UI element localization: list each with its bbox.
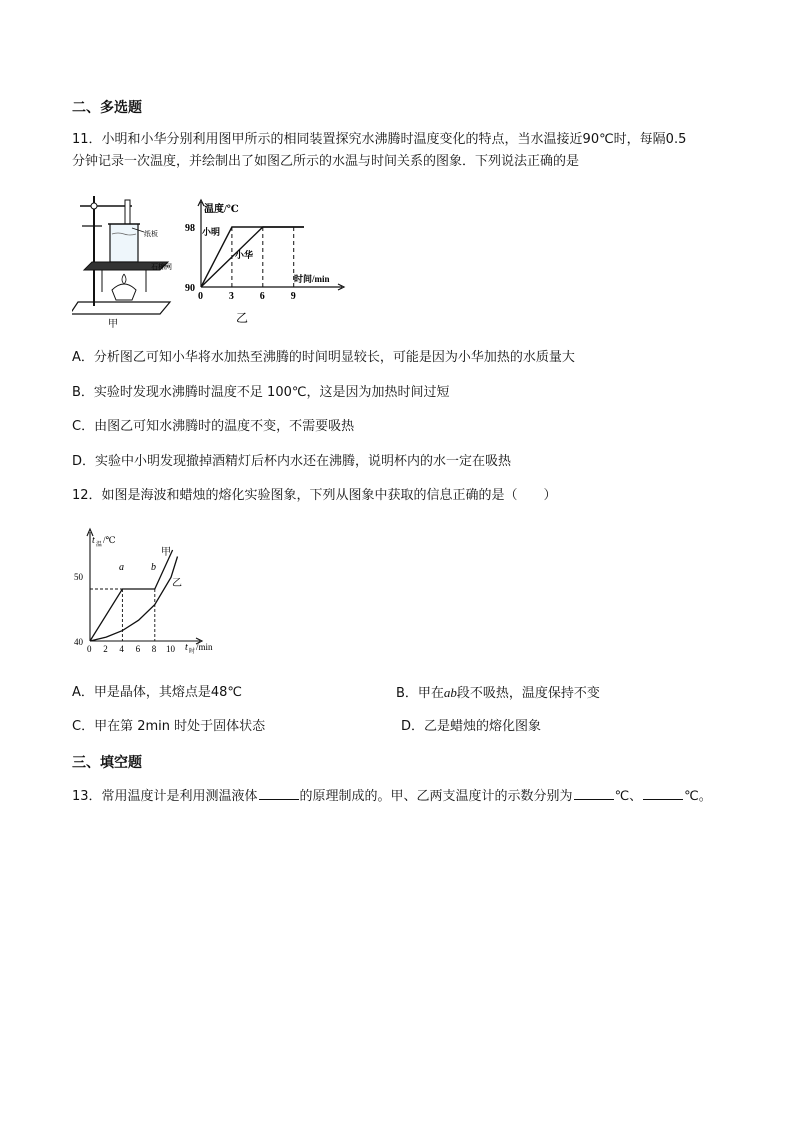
y-axis-label-t: t <box>92 535 95 546</box>
point-a-label: a <box>119 562 124 573</box>
apparatus-figure <box>72 190 184 330</box>
q12-stem: 12．如图是海波和蜡烛的熔化实验图象，下列从图象中获取的信息正确的是（ ） <box>72 488 557 503</box>
guide-lines <box>90 589 155 641</box>
beaker <box>110 224 138 262</box>
y-axis-label-unit: /℃ <box>103 535 116 545</box>
y-axis-label-sub: 温 <box>96 542 103 548</box>
q11-stem-line2: 分钟记录一次温度，并绘制出了如图乙所示的水温与时间关系的图象．下列说法正确的是 <box>72 154 580 169</box>
stand-base <box>72 302 170 314</box>
x-axis-label-sub: 时 <box>189 649 196 655</box>
q11-option-d: D．实验中小明发现撤掉酒精灯后杯内水还在沸腾，说明杯内的水一定在吸热 <box>72 454 512 469</box>
alcohol-lamp <box>112 284 136 300</box>
q11-stem-line1: 11．小明和小华分别利用图甲所示的相同装置探究水沸腾时温度变化的特点，当水温接近90℃时，每隔0.5 <box>72 132 687 147</box>
x-axis-label: 时间/min <box>294 274 330 284</box>
q13-text-pre: 13．常用温度计是利用测温液体 <box>72 789 258 804</box>
x-tick-label: 10 <box>166 644 175 654</box>
y-tick-label: 98 <box>185 223 195 234</box>
x-tick-label: 0 <box>198 291 203 302</box>
q13-unit-2: ℃。 <box>684 789 712 804</box>
x-tick-label: 3 <box>228 291 234 302</box>
q11-option-a: A．分析图乙可知小华将水加热至沸腾的时间明显较长，可能是因为小华加热的水质量大 <box>72 350 575 365</box>
x-axis-label-t: t <box>185 642 188 653</box>
answer-blank-3[interactable] <box>643 787 683 800</box>
x-tick-label: 6 <box>259 291 265 302</box>
x-tick-label: 4 <box>119 644 124 654</box>
boiling-graph <box>182 198 352 326</box>
q12-option-b-pre: B．甲在 <box>396 686 444 701</box>
q11-option-b: B．实验时发现水沸腾时温度不足 100℃，这是因为加热时间过短 <box>72 385 450 400</box>
x-tick-label: 6 <box>135 644 141 654</box>
figure-caption-yi: 乙 <box>236 311 249 325</box>
clamp-knob <box>91 203 97 209</box>
q11-option-c: C．由图乙可知水沸腾时的温度不变，不需要吸热 <box>72 419 355 434</box>
x-tick-label: 8 <box>151 644 157 654</box>
x-tick-label: 0 <box>87 644 92 654</box>
figure-caption-jia: 甲 <box>108 319 118 330</box>
label-cardboard: 纸板 <box>144 230 158 238</box>
q12-option-b-var: ab <box>443 685 457 700</box>
series-label-xiaoming: 小明 <box>202 227 221 237</box>
y-axis-label: 温度/℃ <box>204 204 239 215</box>
point-b-label: b <box>151 562 156 573</box>
q12-option-d: D．乙是蜡烛的熔化图象 <box>401 719 542 734</box>
y-tick-label: 50 <box>74 572 83 582</box>
section-heading-fill-in: 三、填空题 <box>72 755 142 771</box>
y-tick-label: 90 <box>185 283 195 294</box>
q12-option-a: A．甲是晶体，其熔点是48℃ <box>72 685 243 700</box>
series-label-yi: 乙 <box>172 578 182 589</box>
section-heading-multiple-choice: 二、多选题 <box>72 100 142 116</box>
answer-blank-2[interactable] <box>574 787 614 800</box>
q13-unit-1: ℃、 <box>614 789 643 804</box>
answer-blank-1[interactable] <box>259 787 299 800</box>
series-label-jia: 甲 <box>161 547 171 558</box>
x-axis-label-unit: /min <box>196 642 213 652</box>
q12-option-c: C．甲在第 2min 时处于固体状态 <box>72 719 266 734</box>
melting-graph <box>72 526 232 658</box>
q12-option-b <box>396 682 600 704</box>
q13-line <box>72 786 712 807</box>
flame-icon <box>122 274 126 284</box>
q12-option-b-post: 段不吸热，温度保持不变 <box>456 686 600 701</box>
q13-text-mid: 的原理制成的。甲、乙两支温度计的示数分别为 <box>299 789 573 804</box>
x-tick-label: 9 <box>290 291 296 302</box>
series-label-xiaohua: 小华 <box>235 250 254 260</box>
y-tick-label: 40 <box>74 637 83 647</box>
label-mesh: 石棉网 <box>151 263 172 271</box>
x-tick-label: 2 <box>103 644 108 654</box>
